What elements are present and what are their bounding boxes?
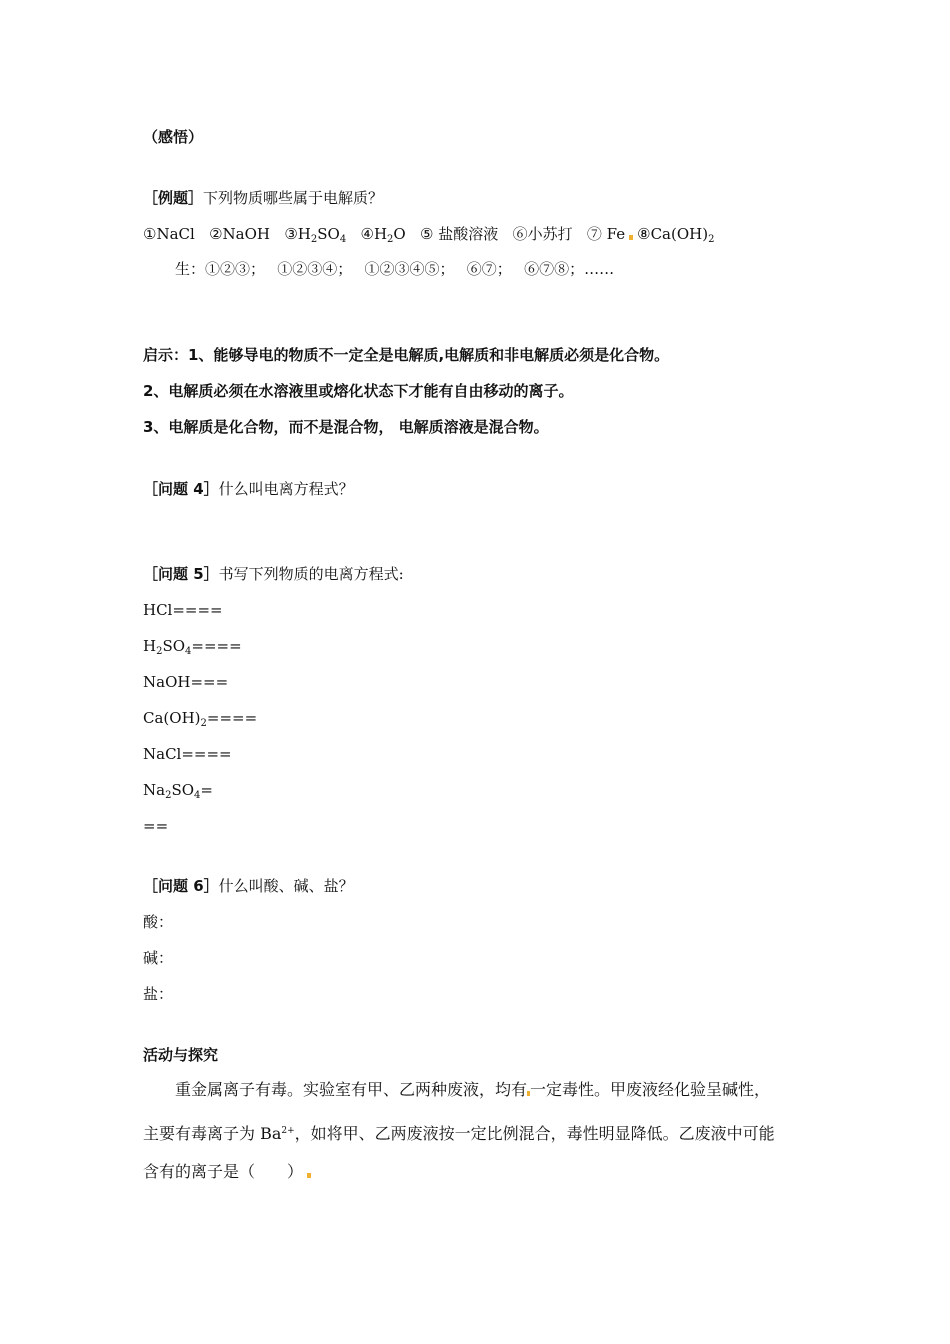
example-items [143,224,714,250]
item-hcl-solution: ⑤ 盐酸溶液 [420,225,499,243]
base-label: 碱： [143,949,174,967]
question-4 [143,479,354,499]
activity-paragraph-line-1: 重金属离子有毒。实验室有甲、乙两种废液，均有 一定毒性。甲废液经化验呈碱性， [175,1080,771,1099]
question-5-label: ［问题 5］ [143,565,219,583]
activity-paragraph-line-3: 含有的离子是（ ） [143,1162,315,1182]
hint-2: 2、电解质必须在水溶液里或熔化状态下才能有自由移动的离子。 [143,382,574,400]
question-6-text: 什么叫酸、碱、盐？ [218,877,354,895]
salt-label: 盐： [143,985,174,1003]
question-6-label: ［问题 6］ [143,877,219,895]
hint-3: 3、电解质是化合物，而不是混合物， 电解质溶液是混合物。 [143,418,549,436]
equation-na2so4-continued: == [143,817,169,835]
hint-1: 启示：1、能够导电的物质不一定全是电解质,电解质和非电解质必须是化合物。 [143,346,670,364]
highlight-mark [629,235,633,240]
example-question-text: 下列物质哪些属于电解质？ [203,189,384,207]
equation-nacl: NaCl==== [143,745,232,763]
item-caoh2: $⑧Ca(OH)_2$ [637,225,715,245]
question-5 [143,564,404,584]
equation-caoh2: $Ca(OH)_2====$ [143,709,258,729]
example-question [143,188,383,208]
item-fe: ⑦ Fe [586,225,626,243]
acid-label: 酸： [143,913,174,931]
highlight-mark [307,1173,311,1178]
question-6 [143,876,354,896]
item-naoh: ②NaOH [209,225,271,243]
item-h2o: $④H_2O$ [360,225,406,245]
equation-na2so4: $Na_2SO_4=$ [143,781,213,801]
equation-naoh: NaOH=== [143,673,229,691]
section-title-ganwu: （感悟） [143,128,204,146]
item-baking-soda: ⑥小苏打 [512,225,573,243]
student-answers: 生：①②③； ①②③④； ①②③④⑤； ⑥⑦； ⑥⑦⑧；…… [175,260,615,278]
question-4-text: 什么叫电离方程式？ [218,480,354,498]
equation-hcl: HCl==== [143,601,223,619]
item-nacl: ①NaCl [143,225,195,243]
question-5-text: 书写下列物质的电离方程式: [218,565,404,583]
equation-h2so4: $H_2SO_4====$ [143,637,242,657]
activity-title: 活动与探究 [143,1046,219,1064]
item-h2so4: $③H_2SO_4$ [284,225,347,245]
activity-paragraph-line-2: 主要有毒离子为 $Ba^{2+}$，如将甲、乙两废液按一定比例混合，毒性明显降低。乙废液中可能 [143,1124,775,1143]
question-4-label: ［问题 4］ [143,480,219,498]
example-label: ［例题］ [143,189,204,207]
